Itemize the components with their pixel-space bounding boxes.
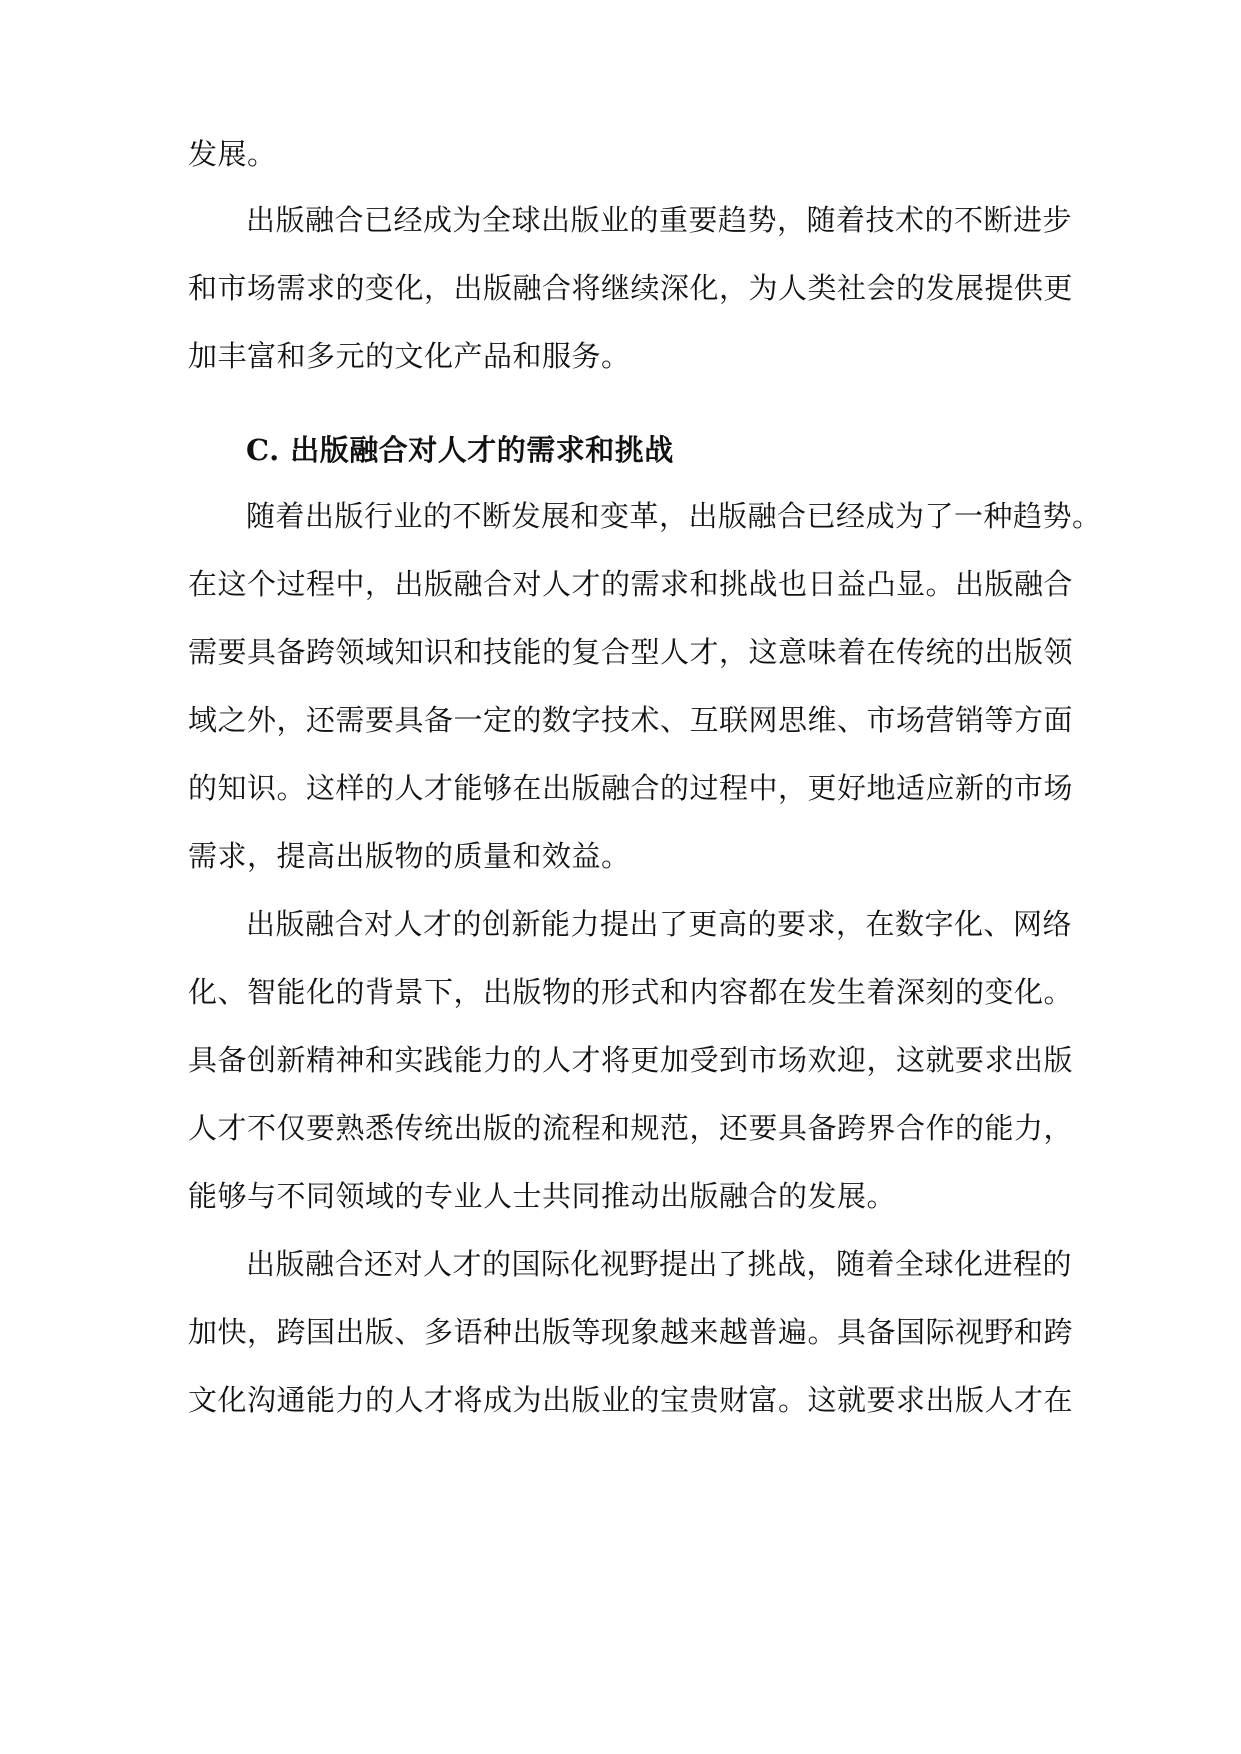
text-line: 的知识。这样的人才能够在出版融合的过程中，更好地适应新的市场: [188, 771, 1074, 805]
text-line: 加丰富和多元的文化产品和服务。: [188, 339, 631, 373]
paragraph-first-line: 出版融合还对人才的国际化视野提出了挑战，随着全球化进程的: [246, 1247, 1073, 1281]
text-line: 需要具备跨领域知识和技能的复合型人才，这意味着在传统的出版领: [188, 635, 1074, 669]
text-line: 和市场需求的变化，出版融合将继续深化，为人类社会的发展提供更: [188, 271, 1074, 305]
text-line: 加快，跨国出版、多语种出版等现象越来越普遍。具备国际视野和跨: [188, 1315, 1074, 1349]
text-line: 人才不仅要熟悉传统出版的流程和规范，还要具备跨界合作的能力，: [188, 1111, 1074, 1145]
paragraph-first-line: 出版融合已经成为全球出版业的重要趋势，随着技术的不断进步: [246, 203, 1073, 237]
text-line: 具备创新精神和实践能力的人才将更加受到市场欢迎，这就要求出版: [188, 1043, 1074, 1077]
text-line: 需求，提高出版物的质量和效益。: [188, 839, 631, 873]
text-line: 文化沟通能力的人才将成为出版业的宝贵财富。这就要求出版人才在: [188, 1383, 1074, 1417]
paragraph-first-line: 出版融合对人才的创新能力提出了更高的要求，在数字化、网络: [246, 907, 1073, 941]
text-line: 在这个过程中，出版融合对人才的需求和挑战也日益凸显。出版融合: [188, 567, 1074, 601]
text-line: 化、智能化的背景下，出版物的形式和内容都在发生着深刻的变化。: [188, 975, 1074, 1009]
text-line: 发展。: [188, 137, 277, 171]
text-line: 能够与不同领域的专业人士共同推动出版融合的发展。: [188, 1179, 897, 1213]
paragraph-first-line: 随着出版行业的不断发展和变革，出版融合已经成为了一种趋势。: [246, 499, 1102, 533]
text-line: 域之外，还需要具备一定的数字技术、互联网思维、市场营销等方面: [188, 703, 1074, 737]
section-heading: C. 出版融合对人才的需求和挑战: [246, 433, 674, 467]
